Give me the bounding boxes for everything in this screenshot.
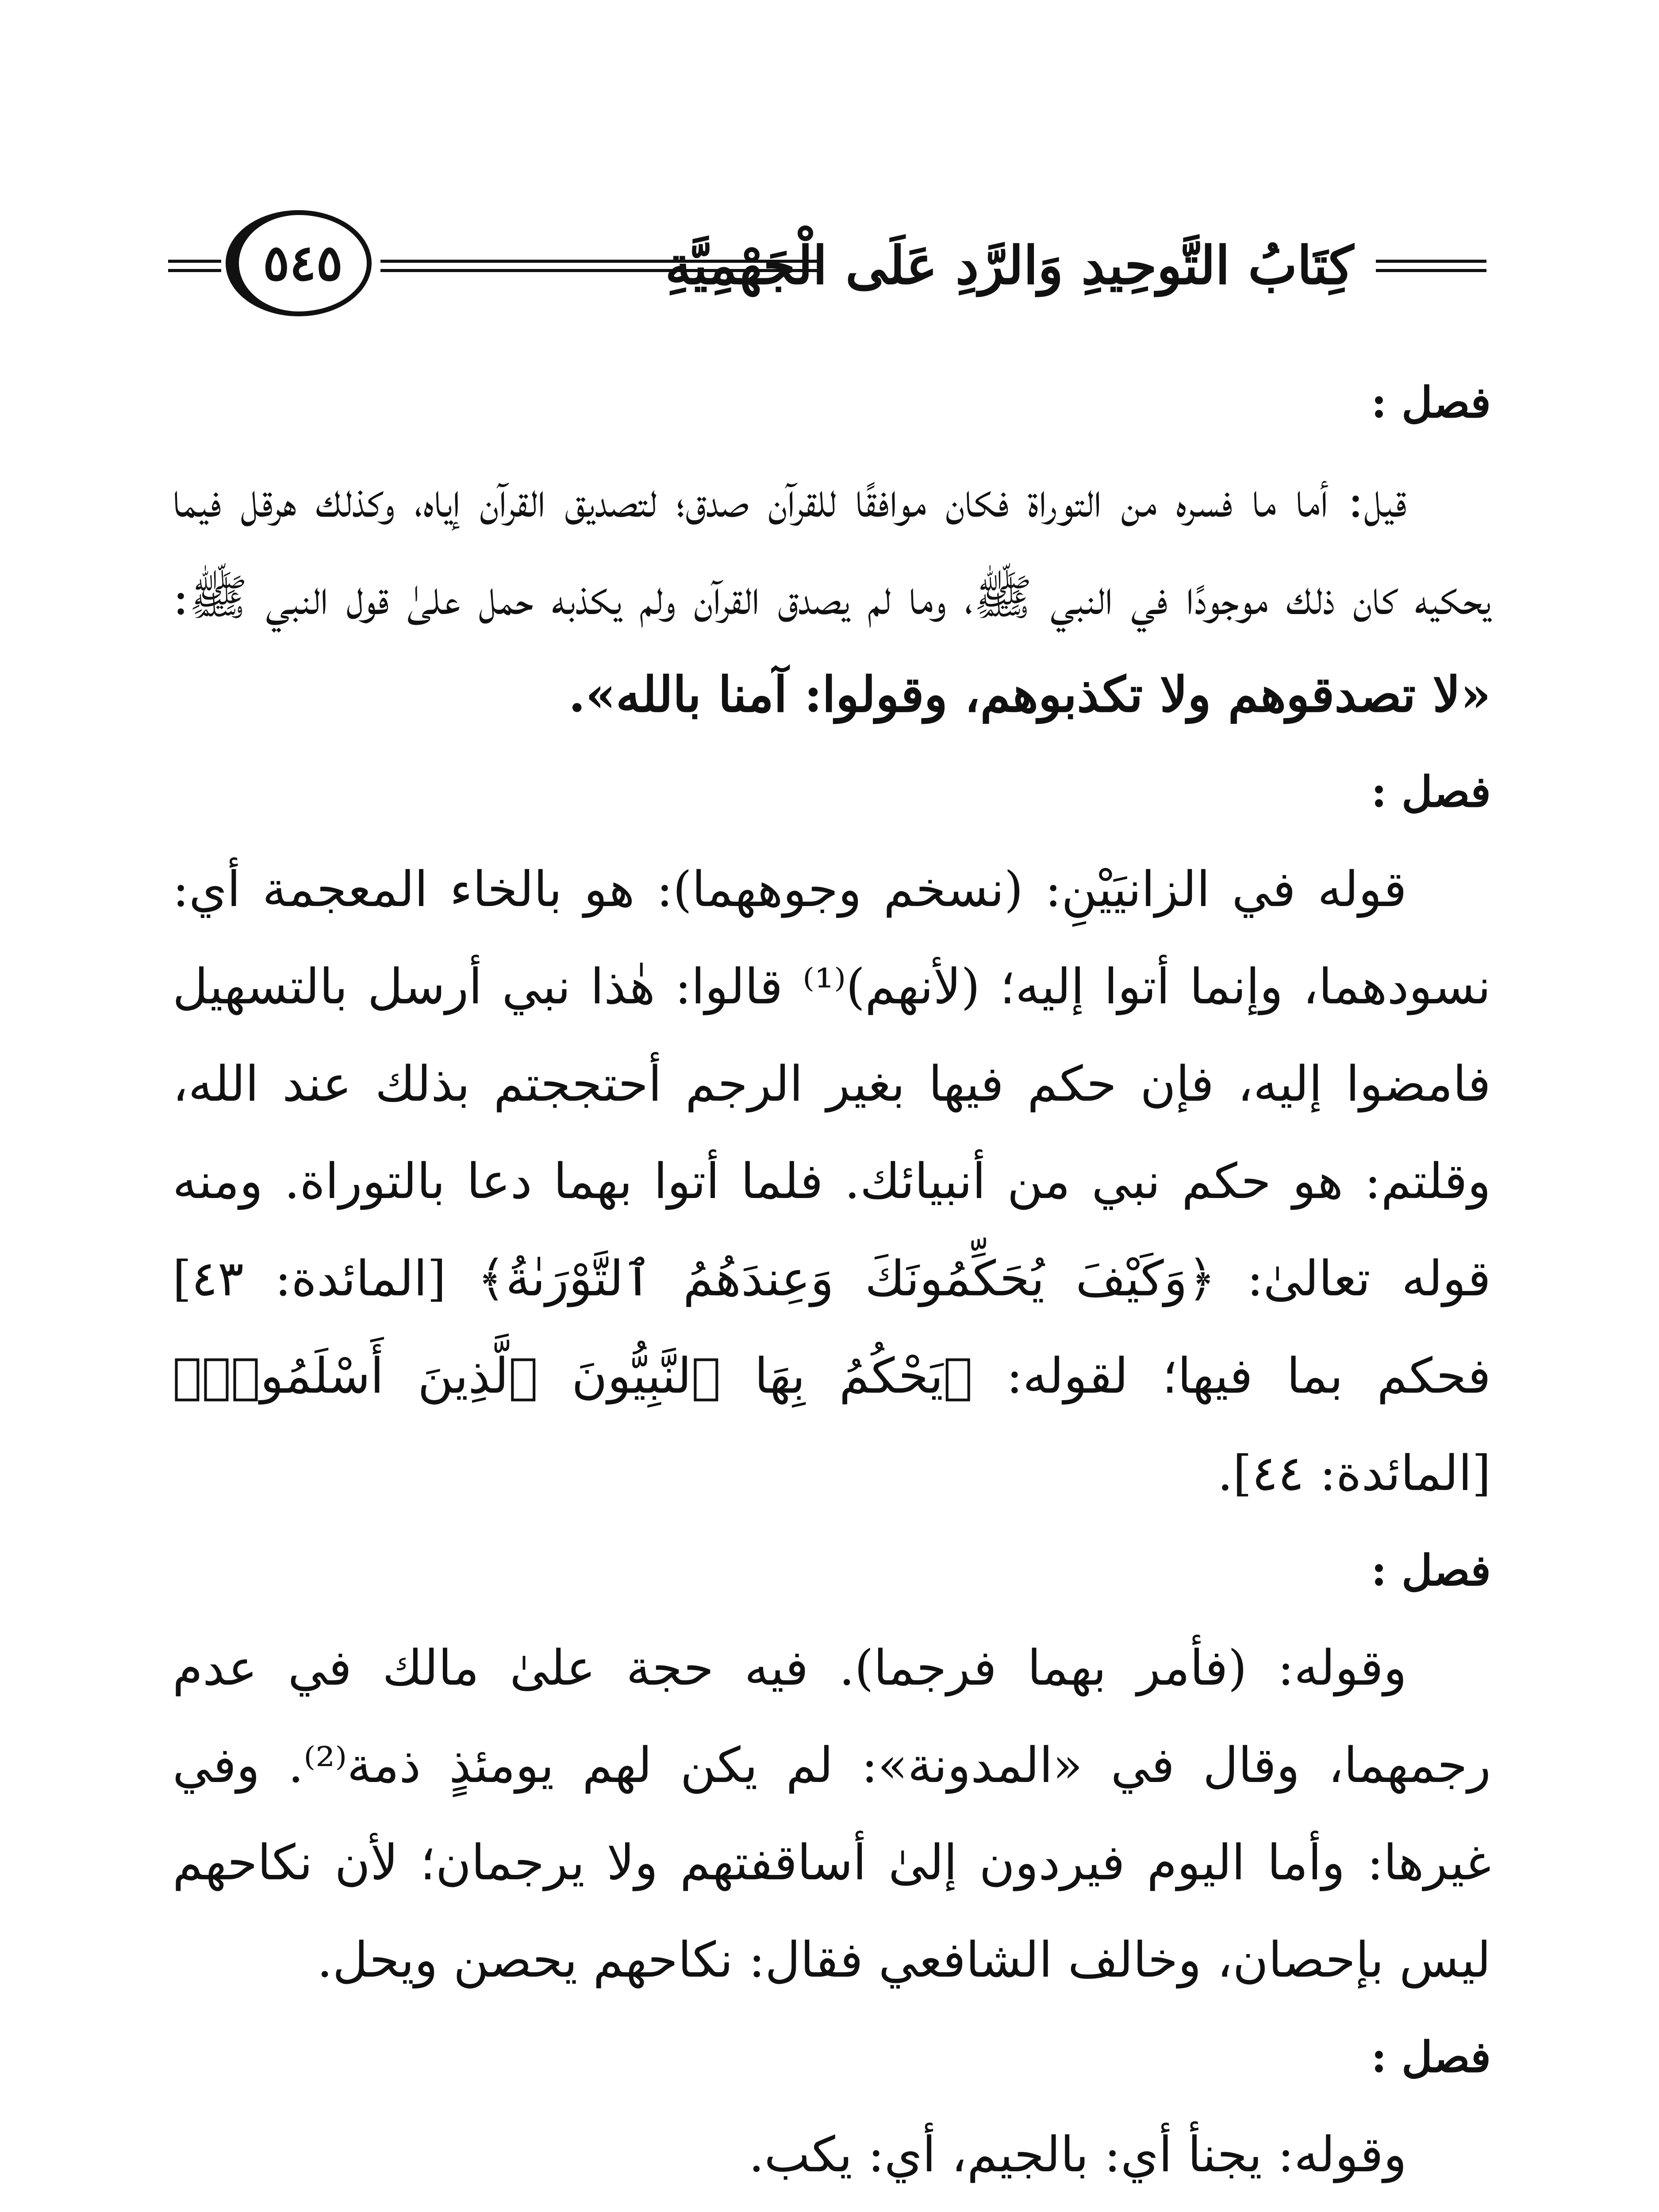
book-title: كِتَابُ التَّوحِيدِ وَالرَّدِ عَلَى الْجَهْمِيَّةِ: [665, 234, 1354, 296]
paragraph-text: قوله في الزانيَيْنِ: (نسخم وجوههما): هو بالخاء المعجمة أي: نسودهما، وإنما أتوا إليه؛ (لأنهم)⁽¹⁾ قالوا: هٰذا نبي أرسل بالتسهيل فامضوا إليه، فإن حكم فيها بغير الرجم أحتججتم بذلك عند الله، وقلتم: هو حكم نبي من أنبيائك. فلما أتوا بهما دعا بالتوراة. ومنه قوله تعالىٰ: ﴿وَكَيْفَ يُحَكِّمُونَكَ وَعِندَهُمُ ٱلتَّوْرَىٰةُ﴾ [المائدة: ٤٣] فحكم بما فيها؛ لقوله: ﴿يَحْكُمُ بِهَا ٱلنَّبِيُّونَ ٱلَّذِينَ أَسْلَمُوا۟﴾ [المائدة: ٤٤].: [173, 861, 1491, 1502]
header-rule-left: [168, 260, 221, 272]
section-paragraph: [173, 2106, 1491, 2203]
section-4: [173, 2008, 1491, 2203]
section-heading: فصل :: [1371, 767, 1491, 817]
section-2: [173, 743, 1491, 1522]
section-heading: فصل :: [1371, 1545, 1491, 1595]
section-paragraph: [173, 451, 1491, 743]
page-number-badge: [226, 210, 372, 316]
paragraph-text: قيل: أما ما فسره من التوراة فكان موافقًا للقرآن صدق؛ لتصديق القرآن إياه، وكذلك هرقل فيما يحكيه كان ذلك موجودًا في النبي ﷺ، وما لم يصدق القرآن ولم يكذبه حمل علىٰ قول النبي ﷺ:: [173, 472, 1491, 626]
header-rule-middle: [380, 260, 823, 272]
paragraph-text: وقوله: يجنأ أي: بالجيم، أي: يكب.: [749, 2126, 1407, 2183]
header-rule-right: [1376, 260, 1486, 272]
section-paragraph: [173, 841, 1491, 1522]
page-content: [173, 354, 1491, 2203]
section-heading: فصل :: [1371, 377, 1491, 427]
section-3: [173, 1522, 1491, 2008]
section-paragraph: [173, 1619, 1491, 2008]
page-header: [168, 210, 1486, 325]
hadith-quote: «لا تصدقوهم ولا تكذبوهم، وقولوا: آمنا بالله».: [568, 666, 1491, 723]
section-1: [173, 354, 1491, 743]
page-number: ٥٤٥: [263, 234, 343, 292]
paragraph-text: وقوله: (فأمر بهما فرجما). فيه حجة علىٰ مالك في عدم رجمهما، وقال في «المدونة»: لم يكن لهم يومئذٍ ذمة⁽²⁾. وفي غيرها: وأما اليوم فيردون إلىٰ أساقفتهم ولا يرجمان؛ لأن نكاحهم ليس بإحصان، وخالف الشافعي فقال: نكاحهم يحصن ويحل.: [173, 1640, 1491, 1988]
section-heading: فصل :: [1371, 2032, 1491, 2082]
